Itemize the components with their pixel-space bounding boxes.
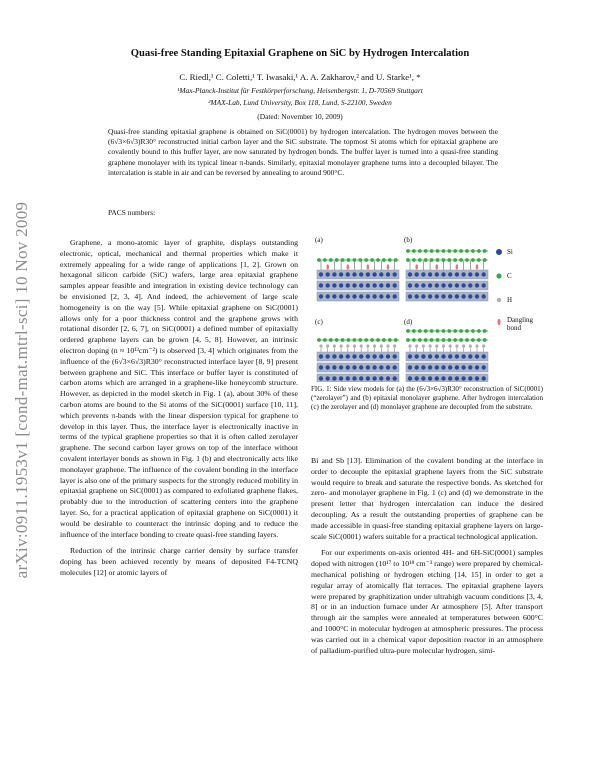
si-atom: [319, 354, 323, 358]
affiliation-1: ¹Max-Planck-Institut für Festkörperforschung, Heisenbergstr. 1, D-70569 Stuttgart: [177, 86, 423, 95]
si-atom: [359, 294, 363, 298]
si-atom: [366, 272, 370, 276]
carbon-atom: [329, 258, 333, 262]
carbon-atom: [412, 329, 416, 333]
carbon-atom: [364, 258, 368, 262]
carbon-atom: [424, 329, 428, 333]
si-atom: [455, 294, 459, 298]
paragraph: Reduction of the intrinsic charge carrier density by surface transfer doping has been achieved recently by means of deposited F4-TCNQ molecules [12] or atomic layers of: [60, 546, 298, 577]
si-atom: [421, 376, 425, 380]
si-atom: [379, 283, 383, 287]
si-atom: [448, 272, 452, 276]
si-atom: [435, 354, 439, 358]
si-atom: [332, 354, 336, 358]
hydrogen-atom: [462, 344, 465, 347]
hydrogen-atom: [482, 344, 485, 347]
affiliation-2: ²MAX-Lab, Lund University, Box 118, Lund, S-22100, Sweden: [208, 98, 392, 107]
si-atom: [359, 272, 363, 276]
si-atom: [386, 272, 390, 276]
carbon-atom: [471, 258, 475, 262]
legend-h-marker: [497, 298, 501, 302]
si-atom: [386, 294, 390, 298]
si-atom: [482, 376, 486, 380]
carbon-atom: [459, 258, 463, 262]
si-atom: [455, 283, 459, 287]
carbon-atom: [477, 338, 481, 342]
si-atom: [461, 272, 465, 276]
carbon-atom: [483, 258, 487, 262]
si-atom: [468, 365, 472, 369]
si-atom: [352, 294, 356, 298]
si-atom: [326, 294, 330, 298]
si-atom: [455, 376, 459, 380]
legend-dangling-bond: Dangling bond: [507, 316, 534, 332]
si-atom: [475, 272, 479, 276]
hydrogen-atom: [340, 344, 343, 347]
si-atom: [352, 283, 356, 287]
si-atom: [372, 376, 376, 380]
si-atom: [441, 376, 445, 380]
carbon-atom: [424, 249, 428, 253]
si-atom: [393, 354, 397, 358]
si-atom: [346, 294, 350, 298]
si-atom: [366, 365, 370, 369]
si-atom: [408, 376, 412, 380]
carbon-atom: [471, 338, 475, 342]
si-atom: [468, 294, 472, 298]
carbon-atom: [442, 258, 446, 262]
si-atom: [326, 272, 330, 276]
hydrogen-atom: [435, 344, 438, 347]
hydrogen-atom: [422, 344, 425, 347]
si-atom: [352, 272, 356, 276]
hydrogen-atom: [408, 344, 411, 347]
si-atom: [386, 376, 390, 380]
si-atom: [379, 365, 383, 369]
si-atom: [468, 283, 472, 287]
si-atom: [428, 365, 432, 369]
carbon-atom: [412, 249, 416, 253]
carbon-atom: [370, 258, 374, 262]
si-atom: [441, 354, 445, 358]
left-column: [60, 238, 298, 579]
hydrogen-atom: [386, 344, 389, 347]
si-atom: [346, 354, 350, 358]
carbon-atom: [447, 258, 451, 262]
carbon-atom: [447, 249, 451, 253]
si-atom: [475, 294, 479, 298]
carbon-atom: [465, 338, 469, 342]
si-atom: [379, 376, 383, 380]
si-atom: [332, 272, 336, 276]
abstract: Quasi-free standing epitaxial graphene is obtained on SiC(0001) by hydrogen intercalation. The hydrogen moves between the (6√3×6√3)R30° reconstructed initial carbon layer and the SiC substrate. The topmost Si atoms which for epitaxial graphene are covalently bound to this buffer layer, are now saturated by hydrogen bonds. The buffer layer is turned into a quasi-free standing graphene monolayer with its typical linear π-bands. Similarly, epitaxial monolayer graphene turns into a decoupled bilayer. The intercalation is stable in air and can be reversed by annealing to around 900°C.: [108, 127, 498, 177]
si-atom: [475, 365, 479, 369]
carbon-atom: [406, 258, 410, 262]
si-atom: [379, 272, 383, 276]
si-atom: [415, 294, 419, 298]
paragraph: Bi and Sb [13]. Elimination of the covalent bonding at the interface in order to decouple the epitaxial graphene layers from the SiC substrate would require to break and saturate the respective bonds. As sketched for zero- and monolayer graphene in Fig. 1 (c) and (d) we demonstrate in the present letter that hydrogen intercalation can induce the desired decoupling. As a result the outstanding properties of graphene can be made accessible in quasi-free standing epitaxial graphene layers on large-scale SiC(0001) wafers suitable for a practical technological application.: [311, 456, 543, 541]
hydrogen-atom: [429, 344, 432, 347]
carbon-atom: [347, 258, 351, 262]
carbon-atom: [418, 258, 422, 262]
carbon-atom: [347, 338, 351, 342]
carbon-atom: [341, 338, 345, 342]
si-atom: [359, 354, 363, 358]
carbon-atom: [406, 329, 410, 333]
carbon-atom: [388, 338, 392, 342]
panel-label-d: (d): [404, 318, 413, 326]
si-atom: [386, 365, 390, 369]
si-atom: [326, 354, 330, 358]
hydrogen-atom: [353, 344, 356, 347]
carbon-atom: [465, 258, 469, 262]
right-column: [311, 456, 543, 656]
carbon-atom: [436, 258, 440, 262]
carbon-atom: [453, 249, 457, 253]
carbon-atom: [459, 249, 463, 253]
si-atom: [435, 272, 439, 276]
si-atom: [332, 283, 336, 287]
carbon-atom: [483, 338, 487, 342]
carbon-atom: [418, 338, 422, 342]
carbon-atom: [477, 258, 481, 262]
carbon-atom: [436, 329, 440, 333]
si-atom: [319, 376, 323, 380]
arxiv-sidebar: [2, 150, 42, 630]
si-atom: [359, 376, 363, 380]
si-atom: [339, 365, 343, 369]
dangling-bond: [326, 264, 329, 269]
si-atom: [339, 354, 343, 358]
si-atom: [359, 283, 363, 287]
si-atom: [352, 365, 356, 369]
si-atom: [339, 376, 343, 380]
si-atom: [366, 283, 370, 287]
panel-label-c: (c): [315, 318, 323, 326]
carbon-atom: [424, 338, 428, 342]
si-atom: [455, 272, 459, 276]
si-atom: [475, 376, 479, 380]
si-atom: [332, 365, 336, 369]
carbon-atom: [353, 258, 357, 262]
si-atom: [366, 376, 370, 380]
dangling-bond: [387, 264, 390, 269]
dangling-bond: [367, 264, 370, 269]
carbon-atom: [453, 329, 457, 333]
si-atom: [482, 283, 486, 287]
si-atom: [366, 354, 370, 358]
si-atom: [319, 365, 323, 369]
carbon-atom: [453, 258, 457, 262]
carbon-atom: [430, 258, 434, 262]
si-atom: [415, 272, 419, 276]
hydrogen-atom: [469, 344, 472, 347]
figure-1: [311, 232, 543, 382]
panel-label-b: (b): [404, 236, 413, 244]
si-atom: [352, 354, 356, 358]
carbon-atom: [364, 338, 368, 342]
carbon-atom: [453, 338, 457, 342]
si-atom: [339, 283, 343, 287]
si-atom: [408, 354, 412, 358]
carbon-atom: [442, 249, 446, 253]
si-atom: [393, 294, 397, 298]
carbon-atom: [483, 249, 487, 253]
si-atom: [482, 354, 486, 358]
hydrogen-atom: [333, 344, 336, 347]
paper-title: Quasi-free Standing Epitaxial Graphene on SiC by Hydrogen Intercalation: [130, 48, 470, 59]
si-atom: [468, 376, 472, 380]
si-atom: [332, 376, 336, 380]
carbon-atom: [376, 338, 380, 342]
arxiv-identifier: arXiv:0911.1953v1 [cond-mat.mtrl-sci] 10 Nov 2009: [12, 201, 31, 579]
legend-dangling-bond-marker: [497, 319, 500, 325]
si-atom: [415, 376, 419, 380]
si-atom: [428, 354, 432, 358]
si-atom: [455, 365, 459, 369]
si-atom: [372, 354, 376, 358]
legend-si-marker: [496, 249, 502, 255]
dangling-bond: [436, 264, 439, 269]
hydrogen-atom: [366, 344, 369, 347]
hydrogen-atom: [449, 344, 452, 347]
si-atom: [482, 365, 486, 369]
si-atom: [372, 272, 376, 276]
carbon-atom: [329, 338, 333, 342]
author-list: C. Riedl,¹ C. Coletti,¹ T. Iwasaki,¹ A. A. Zakharov,² and U. Starke¹, *: [179, 72, 421, 82]
si-atom: [435, 283, 439, 287]
pacs-numbers: PACS numbers:: [108, 208, 156, 217]
si-atom: [346, 365, 350, 369]
si-atom: [346, 272, 350, 276]
carbon-atom: [394, 338, 398, 342]
si-atom: [372, 365, 376, 369]
si-atom: [448, 283, 452, 287]
si-atom: [428, 294, 432, 298]
carbon-atom: [358, 338, 362, 342]
carbon-atom: [406, 338, 410, 342]
carbon-atom: [394, 258, 398, 262]
hydrogen-atom: [373, 344, 376, 347]
si-atom: [475, 354, 479, 358]
carbon-atom: [388, 258, 392, 262]
legend-si: Si: [507, 248, 513, 256]
dangling-bond: [456, 264, 459, 269]
si-atom: [386, 283, 390, 287]
carbon-atom: [447, 338, 451, 342]
si-atom: [408, 365, 412, 369]
si-atom: [421, 283, 425, 287]
carbon-atom: [442, 338, 446, 342]
si-atom: [421, 354, 425, 358]
dangling-bond: [476, 264, 479, 269]
si-atom: [435, 294, 439, 298]
si-atom: [448, 354, 452, 358]
carbon-atom: [430, 329, 434, 333]
si-atom: [428, 272, 432, 276]
si-atom: [455, 354, 459, 358]
si-atom: [448, 365, 452, 369]
figure-caption: FIG. 1: Side view models for (a) the (6√3×6√3)R30° reconstruction of SiC(0001) (“zerolayer”) and (b) epitaxial monolayer graphene. After hydrogen intercalation (c) the zerolayer and (d) monolayer graphene are decoupled from the substrate.: [311, 385, 543, 412]
panel-label-a: (a): [315, 236, 323, 244]
date-line: (Dated: November 10, 2009): [257, 112, 343, 121]
paragraph: For our experiments on-axis oriented 4H- and 6H-SiC(0001) samples doped with nitrogen (10¹⁷ to 10¹⁸ cm⁻³ range) were prepared by chemical-mechanical polishing or hydrogen etching [14, 15] in order to get a regular array of atomically flat terraces. The epitaxial graphene layers were prepared by graphitization under ultrahigh vacuum conditions [3, 4, 8] or in an induction furnace under Ar atmosphere [5]. After transport through air the samples were annealed at temperatures between 600°C and 1000°C in molecular hydrogen at atmospheric pressures. The process was carried out in a chemical vapor deposition reactor in an atmosphere of palladium-purified ultra-pure molecular hydrogen, simi-: [311, 548, 543, 655]
hydrogen-atom: [393, 344, 396, 347]
carbon-atom: [412, 258, 416, 262]
si-atom: [393, 272, 397, 276]
hydrogen-atom: [346, 344, 349, 347]
si-atom: [393, 283, 397, 287]
carbon-atom: [430, 249, 434, 253]
carbon-atom: [418, 329, 422, 333]
carbon-atom: [412, 338, 416, 342]
hydrogen-atom: [360, 344, 363, 347]
carbon-atom: [406, 249, 410, 253]
carbon-atom: [335, 258, 339, 262]
si-atom: [421, 365, 425, 369]
hydrogen-atom: [380, 344, 383, 347]
si-atom: [461, 365, 465, 369]
legend-c-marker: [496, 273, 501, 278]
si-atom: [346, 283, 350, 287]
hydrogen-atom: [442, 344, 445, 347]
si-atom: [319, 294, 323, 298]
carbon-atom: [317, 338, 321, 342]
legend-h: H: [507, 296, 513, 304]
carbon-atom: [341, 258, 345, 262]
carbon-atom: [424, 258, 428, 262]
si-atom: [326, 365, 330, 369]
carbon-atom: [430, 338, 434, 342]
si-atom: [435, 376, 439, 380]
si-atom: [482, 272, 486, 276]
si-atom: [468, 354, 472, 358]
si-atom: [421, 272, 425, 276]
si-atom: [366, 294, 370, 298]
si-atom: [415, 365, 419, 369]
si-atom: [441, 294, 445, 298]
si-atom: [468, 272, 472, 276]
carbon-atom: [447, 329, 451, 333]
carbon-atom: [382, 338, 386, 342]
hydrogen-atom: [455, 344, 458, 347]
si-atom: [386, 354, 390, 358]
si-atom: [408, 294, 412, 298]
hydrogen-atom: [326, 344, 329, 347]
si-atom: [461, 294, 465, 298]
carbon-atom: [323, 338, 327, 342]
carbon-atom: [436, 338, 440, 342]
si-atom: [346, 376, 350, 380]
carbon-atom: [483, 329, 487, 333]
si-atom: [415, 354, 419, 358]
carbon-atom: [442, 329, 446, 333]
si-atom: [326, 283, 330, 287]
si-atom: [415, 283, 419, 287]
si-atom: [339, 294, 343, 298]
carbon-atom: [323, 258, 327, 262]
dangling-bond: [415, 264, 418, 269]
si-atom: [326, 376, 330, 380]
carbon-atom: [358, 258, 362, 262]
si-atom: [359, 365, 363, 369]
si-atom: [319, 272, 323, 276]
si-atom: [408, 272, 412, 276]
carbon-atom: [471, 249, 475, 253]
dangling-bond: [347, 264, 350, 269]
carbon-atom: [465, 249, 469, 253]
si-atom: [441, 283, 445, 287]
carbon-atom: [376, 258, 380, 262]
carbon-atom: [335, 338, 339, 342]
si-atom: [461, 283, 465, 287]
si-atom: [339, 272, 343, 276]
carbon-atom: [459, 338, 463, 342]
carbon-atom: [317, 258, 321, 262]
si-atom: [428, 376, 432, 380]
carbon-atom: [477, 249, 481, 253]
si-atom: [482, 294, 486, 298]
si-atom: [435, 365, 439, 369]
si-atom: [379, 294, 383, 298]
si-atom: [441, 272, 445, 276]
carbon-atom: [459, 329, 463, 333]
hydrogen-atom: [319, 344, 322, 347]
si-atom: [448, 376, 452, 380]
si-atom: [372, 283, 376, 287]
carbon-atom: [465, 329, 469, 333]
carbon-atom: [471, 329, 475, 333]
si-atom: [421, 294, 425, 298]
si-atom: [393, 376, 397, 380]
si-atom: [408, 283, 412, 287]
si-atom: [352, 376, 356, 380]
si-atom: [461, 354, 465, 358]
legend-c: C: [507, 272, 512, 280]
paragraph: Graphene, a mono-atomic layer of graphite, displays outstanding electronic, optical, mechanical and thermal properties which make it extremely appealing for a wide range of applications [1, 2]. Grown on hexagonal silicon carbide (SiC) wafers, large area epitaxial graphene samples appear feasible and integration in existing device technology can be envisioned [2, 3, 4]. And indeed, the achievement of large scale homogeneity is on the way [5]. While epitaxial graphene on SiC(0001) allows only for a poor thickness control and the graphene grows with rotational disorder [2, 6, 7], on SiC(0001) a defined number of epitaxially ordered graphene layers can be grown [4, 5, 8]. However, an intrinsic electron doping (n ≈ 10¹³cm⁻²) is observed [3, 4] which originates from the influence of the (6√3×6√3)R30° reconstructed interface layer [8, 9] present between graphene and SiC. This interface or buffer layer is constituted of carbon atoms which are arranged in a graphene-like honeycomb structure. However, as depicted in the model sketch in Fig. 1 (a), about 30% of these carbon atoms are bound to the Si atoms of the SiC(0001) surface [10, 11], which prevents π-bands with the linear dispersion typical for graphene to develop in this layer. Thus, the interface layer is electronically inactive in terms of the typical graphene properties so that it is often called zerolayer graphene. The second carbon layer grows on top of the interface without covalent interlayer bonds as shown in Fig. 1 (b) and electronically acts like monolayer graphene. The influence of the covalent bonding in the interface layer is also one of the primary suspects for the strongly reduced mobility in epitaxial graphene on SiC(0001) as compared to exfoliated graphene flakes, probably due to the introduction of scattering centers into the graphene layer. So, for a practical application of epitaxial graphene on SiC(0001) it would be desirable to counteract the intrinsic doping and to reduce the influence of the interface bonding to create quasi-free standing layers.: [60, 238, 298, 539]
si-atom: [441, 365, 445, 369]
carbon-atom: [382, 258, 386, 262]
carbon-atom: [370, 338, 374, 342]
carbon-atom: [418, 249, 422, 253]
carbon-atom: [436, 249, 440, 253]
carbon-atom: [353, 338, 357, 342]
si-atom: [372, 294, 376, 298]
hydrogen-atom: [475, 344, 478, 347]
si-atom: [475, 283, 479, 287]
si-atom: [332, 294, 336, 298]
si-atom: [393, 365, 397, 369]
hydrogen-atom: [415, 344, 418, 347]
si-atom: [461, 376, 465, 380]
carbon-atom: [477, 329, 481, 333]
si-atom: [448, 294, 452, 298]
si-atom: [319, 283, 323, 287]
si-atom: [428, 283, 432, 287]
si-atom: [379, 354, 383, 358]
